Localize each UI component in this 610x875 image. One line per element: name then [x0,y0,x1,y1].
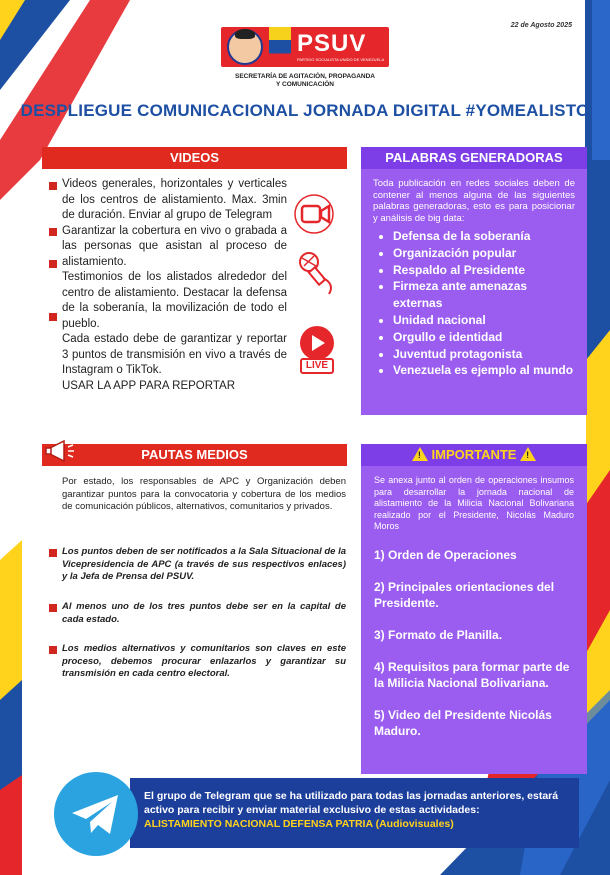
footer-highlight: ALISTAMIENTO NACIONAL DEFENSA PATRIA (Audiovisuales) [144,818,454,830]
videos-p4: Cada estado debe de garantizar y reportar 3 puntos de transmisión en vivo a través de Instagram o TikTok. [62,333,287,376]
portrait-icon [227,29,263,65]
importante-item: 2) Principales orientaciones del Presidente. [374,579,555,610]
palabra-item: • Defensa de la soberanía [393,228,575,245]
bullet-icon [49,260,57,268]
telegram-icon [54,772,138,856]
palabra-item: • Organización popular [393,245,575,262]
pautas-item-2: Al menos uno de los tres puntos debe ser en la capital de cada estado. [62,601,346,625]
pautas-item-3: Los medios alternativos y comunitarios son claves en este proceso, debemos procurar enlazarlos y garantizar su transmisión en cada centro electoral. [62,643,346,679]
videos-heading: VIDEOS [42,147,347,169]
palabra-item: • Respaldo al Presidente [393,262,575,279]
psuv-logo [221,27,389,67]
importante-intro: Se anexa junto al orden de operaciones insumos para desarrollar la jornada nacional de alistamiento de la Milicia Nacional Bolivariana realizado por el Presidente, Nicolás Maduro Moros [374,475,574,531]
bullet-icon [49,228,57,236]
importante-item: 5) Video del Presidente Nicolás Maduro. [374,707,552,738]
palabras-box [361,169,587,415]
date: 22 de Agosto 2025 [510,22,572,29]
pautas-intro: Por estado, los responsables de APC y Organización deben garantizar puntos para la convocatoria y cobertura de los medios de comunicación públicos, alternativos, comunitarios y privados. [62,476,346,512]
footer-text: El grupo de Telegram que se ha utilizado para todas las jornadas anteriores, estará activo para recibir y enviar material exclusivo de estas actividades: [144,790,559,816]
palabras-intro: Toda publicación en redes sociales deben de contener al menos alguna de las siguientes palabras generadoras, esto es para posicionar y análisis de big data: [373,178,575,224]
videos-body [62,177,287,394]
bullet-icon [49,646,57,654]
videos-p5: USAR LA APP PARA REPORTAR [62,379,235,392]
live-icon [294,324,340,376]
footer-banner [130,778,579,848]
page-title: DESPLIEGUE COMUNICACIONAL JORNADA DIGITAL #YOMEALISTO [20,101,590,120]
microphone-icon [295,248,341,298]
warning-icon: ! [412,447,428,461]
videos-p2: Garantizar la cobertura en vivo o grabada a las personas que asistan al proceso de alistamiento. [62,224,287,268]
videos-p1: Videos generales, horizontales y verticales de los centros de alistamiento. Max. 3min de duración. Enviar al grupo de Telegram [62,178,287,221]
videos-p3: Testimonios de los alistados alrededor del centro de alistamiento. Destacar la defensa de la soberanía, la movilización de todo el pueblo. [62,271,287,330]
palabras-list [373,228,575,379]
logo-subtext: PARTIDO SOCIALISTA UNIDO DE VENEZUELA [297,57,385,62]
bullet-icon [49,313,57,321]
bullet-icon [49,604,57,612]
palabras-heading: PALABRAS GENERADORAS [361,147,587,169]
pautas-heading: PAUTAS MEDIOS [42,444,347,466]
flag-icon [269,27,291,67]
palabra-item: • Juventud protagonista [393,346,575,363]
palabra-item: • Firmeza ante amenazas externas [393,278,575,312]
megaphone-icon [44,437,76,467]
importante-item: 4) Requisitos para formar parte de la Milicia Nacional Bolivariana. [374,659,570,690]
pautas-item-1: Los puntos deben de ser notificados a la Sala Situacional de la Vicepresidencia de APC (a través de sus respectivos enlaces) y la Jefa de Prensa del PSUV. [62,546,347,582]
importante-item: 3) Formato de Planilla. [374,627,503,642]
importante-item: 1) Orden de Operaciones [374,547,517,562]
warning-icon: ! [520,447,536,461]
importante-heading: ! IMPORTANTE ! [361,444,587,466]
video-camera-icon [294,194,338,234]
bullet-icon [49,549,57,557]
bullet-icon [49,182,57,190]
palabra-item: • Orgullo e identidad [393,329,575,346]
live-label: LIVE [300,358,334,374]
logo-text: PSUV [297,30,367,57]
palabra-item: • Unidad nacional [393,312,575,329]
secretaria-label: SECRETARÍA DE AGITACIÓN, PROPAGANDA Y COMUNICACIÓN [235,73,375,88]
importante-box [361,466,587,774]
palabra-item: • Venezuela es ejemplo al mundo [393,362,575,379]
